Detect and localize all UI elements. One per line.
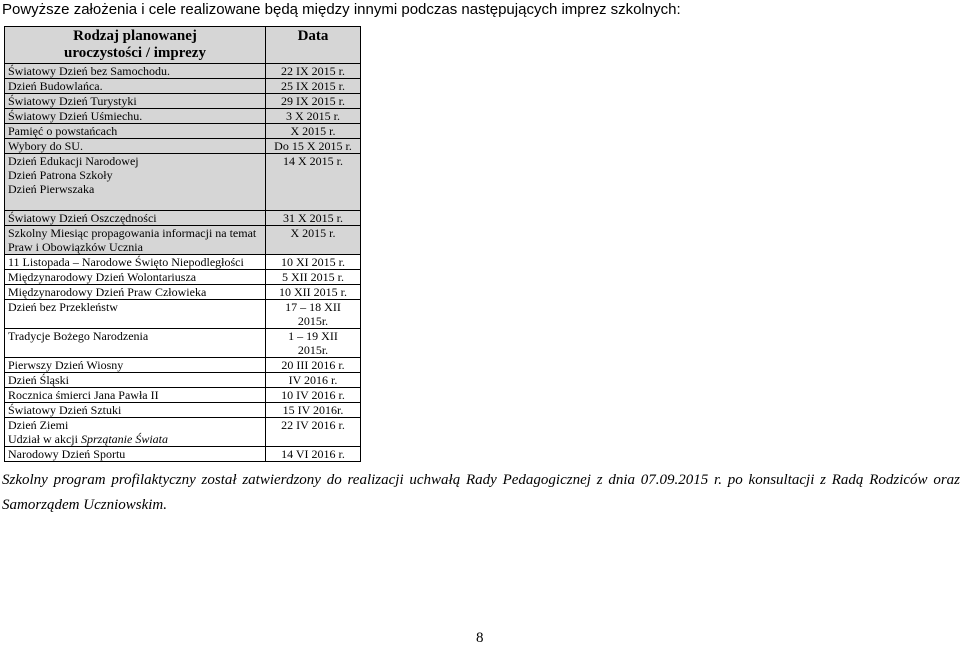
- event-line: Międzynarodowy Dzień Praw Człowieka: [8, 285, 207, 299]
- table-row: [5, 154, 361, 211]
- event-line: Dzień Ziemi: [8, 418, 69, 432]
- date-cell: [266, 124, 361, 139]
- event-cell: [5, 94, 266, 109]
- table-row: [5, 373, 361, 388]
- date-cell: [266, 403, 361, 418]
- event-line: Dzień Pierwszaka: [8, 182, 95, 196]
- page-number: 8: [476, 630, 484, 646]
- event-cell: [5, 64, 266, 79]
- date-cell: [266, 211, 361, 226]
- event-line: Światowy Dzień Turystyki: [8, 94, 137, 108]
- date-cell: [266, 270, 361, 285]
- event-cell: [5, 79, 266, 94]
- date-line: 10 XI 2015 r.: [281, 255, 345, 269]
- header-event: [5, 27, 266, 64]
- date-line: X 2015 r.: [290, 124, 336, 138]
- date-cell: [266, 94, 361, 109]
- table-row: [5, 270, 361, 285]
- table-row: [5, 124, 361, 139]
- event-cell: [5, 211, 266, 226]
- date-line: IV 2016 r.: [288, 373, 338, 387]
- table-row: [5, 255, 361, 270]
- event-line: Szkolny Miesiąc propagowania informacji na temat: [8, 226, 257, 240]
- date-line: 31 X 2015 r.: [283, 211, 343, 225]
- events-table: [4, 26, 361, 462]
- date-line: 14 X 2015 r.: [283, 154, 343, 168]
- event-line: [8, 196, 262, 210]
- event-line: Praw i Obowiązków Ucznia: [8, 240, 143, 254]
- date-cell: [266, 447, 361, 462]
- event-cell: [5, 373, 266, 388]
- table-row: [5, 285, 361, 300]
- date-line: 15 IV 2016r.: [282, 403, 344, 417]
- date-line: 22 IX 2015 r.: [281, 64, 345, 78]
- header-event-line: uroczystości / imprezy: [64, 45, 206, 61]
- event-line: Rocznica śmierci Jana Pawła II: [8, 388, 159, 402]
- date-line: 22 IV 2016 r.: [281, 418, 345, 432]
- date-cell: [266, 300, 361, 329]
- event-line: Dzień Budowlańca.: [8, 79, 103, 93]
- date-cell: [266, 154, 361, 211]
- event-line: Narodowy Dzień Sportu: [8, 447, 126, 461]
- event-line: Dzień Patrona Szkoły: [8, 168, 113, 182]
- event-line: Światowy Dzień Uśmiechu.: [8, 109, 143, 123]
- table-row: [5, 64, 361, 79]
- event-line: Dzień bez Przekleństw: [8, 300, 118, 314]
- table-row: [5, 418, 361, 447]
- event-line: Dzień Edukacji Narodowej: [8, 154, 139, 168]
- event-cell: [5, 255, 266, 270]
- event-line: [8, 432, 262, 446]
- table-row: [5, 388, 361, 403]
- table-row: [5, 329, 361, 358]
- table-body: [5, 64, 361, 462]
- table-row: [5, 94, 361, 109]
- date-line: 3 X 2015 r.: [286, 109, 340, 123]
- date-line: 2015r.: [297, 314, 329, 328]
- date-cell: [266, 388, 361, 403]
- event-line: Dzień Śląski: [8, 373, 69, 387]
- event-italic-text: Sprzątanie Świata: [80, 432, 168, 446]
- event-line: Pierwszy Dzień Wiosny: [8, 358, 124, 372]
- date-cell: [266, 418, 361, 447]
- date-line: 1 – 19 XII: [288, 329, 338, 343]
- table-row: [5, 226, 361, 255]
- closing-paragraph: Szkolny program profilaktyczny został zatwierdzony do realizacji uchwałą Rady Pedagogicznej z dnia 07.09.2015 r. po konsultacji z Radą Rodziców oraz Samorządem Uczniowskim.: [2, 472, 960, 513]
- event-cell: [5, 124, 266, 139]
- date-cell: [266, 139, 361, 154]
- event-cell: [5, 285, 266, 300]
- table-row: [5, 403, 361, 418]
- event-line: Wybory do SU.: [8, 139, 83, 153]
- date-cell: [266, 255, 361, 270]
- event-line: Światowy Dzień Sztuki: [8, 403, 122, 417]
- event-cell: [5, 447, 266, 462]
- event-cell: [5, 403, 266, 418]
- date-line: X 2015 r.: [290, 226, 336, 240]
- event-cell: [5, 300, 266, 329]
- date-line: 29 IX 2015 r.: [281, 94, 345, 108]
- event-cell: [5, 358, 266, 373]
- event-line: Pamięć o powstańcach: [8, 124, 118, 138]
- date-line: 20 III 2016 r.: [281, 358, 345, 372]
- date-cell: [266, 285, 361, 300]
- event-cell: [5, 270, 266, 285]
- date-cell: [266, 64, 361, 79]
- event-cell: [5, 109, 266, 124]
- date-line: 14 VI 2016 r.: [281, 447, 345, 461]
- table-row: [5, 211, 361, 226]
- date-cell: [266, 373, 361, 388]
- table-row: [5, 139, 361, 154]
- date-line: 17 – 18 XII: [285, 300, 341, 314]
- header-date: Data: [266, 27, 361, 64]
- event-cell: [5, 329, 266, 358]
- date-cell: [266, 79, 361, 94]
- date-cell: [266, 109, 361, 124]
- table-row: [5, 300, 361, 329]
- table-header-row: [5, 27, 361, 64]
- date-line: 2015r.: [297, 343, 329, 357]
- event-line: Tradycje Bożego Narodzenia: [8, 329, 149, 343]
- date-cell: [266, 226, 361, 255]
- event-line: Międzynarodowy Dzień Wolontariusza: [8, 270, 197, 284]
- intro-text: Powyższe założenia i cele realizowane będą między innymi podczas następujących imprez szkolnych:: [2, 1, 681, 18]
- event-cell: [5, 154, 266, 211]
- date-cell: [266, 329, 361, 358]
- date-cell: [266, 358, 361, 373]
- date-line: Do 15 X 2015 r.: [274, 139, 352, 153]
- table-row: [5, 358, 361, 373]
- date-line: 25 IX 2015 r.: [281, 79, 345, 93]
- table-row: [5, 447, 361, 462]
- date-line: 10 XII 2015 r.: [279, 285, 347, 299]
- event-cell: [5, 418, 266, 447]
- event-line: 11 Listopada – Narodowe Święto Niepodległości: [8, 255, 244, 269]
- event-line: Światowy Dzień bez Samochodu.: [8, 64, 170, 78]
- header-event-line: Rodzaj planowanej: [73, 28, 197, 44]
- event-cell: [5, 139, 266, 154]
- event-cell: [5, 226, 266, 255]
- date-line: 5 XII 2015 r.: [282, 270, 344, 284]
- date-line: 10 IV 2016 r.: [281, 388, 345, 402]
- event-cell: [5, 388, 266, 403]
- table-row: [5, 79, 361, 94]
- event-line: Światowy Dzień Oszczędności: [8, 211, 157, 225]
- table-row: [5, 109, 361, 124]
- event-line: Udział w akcji: [8, 432, 81, 446]
